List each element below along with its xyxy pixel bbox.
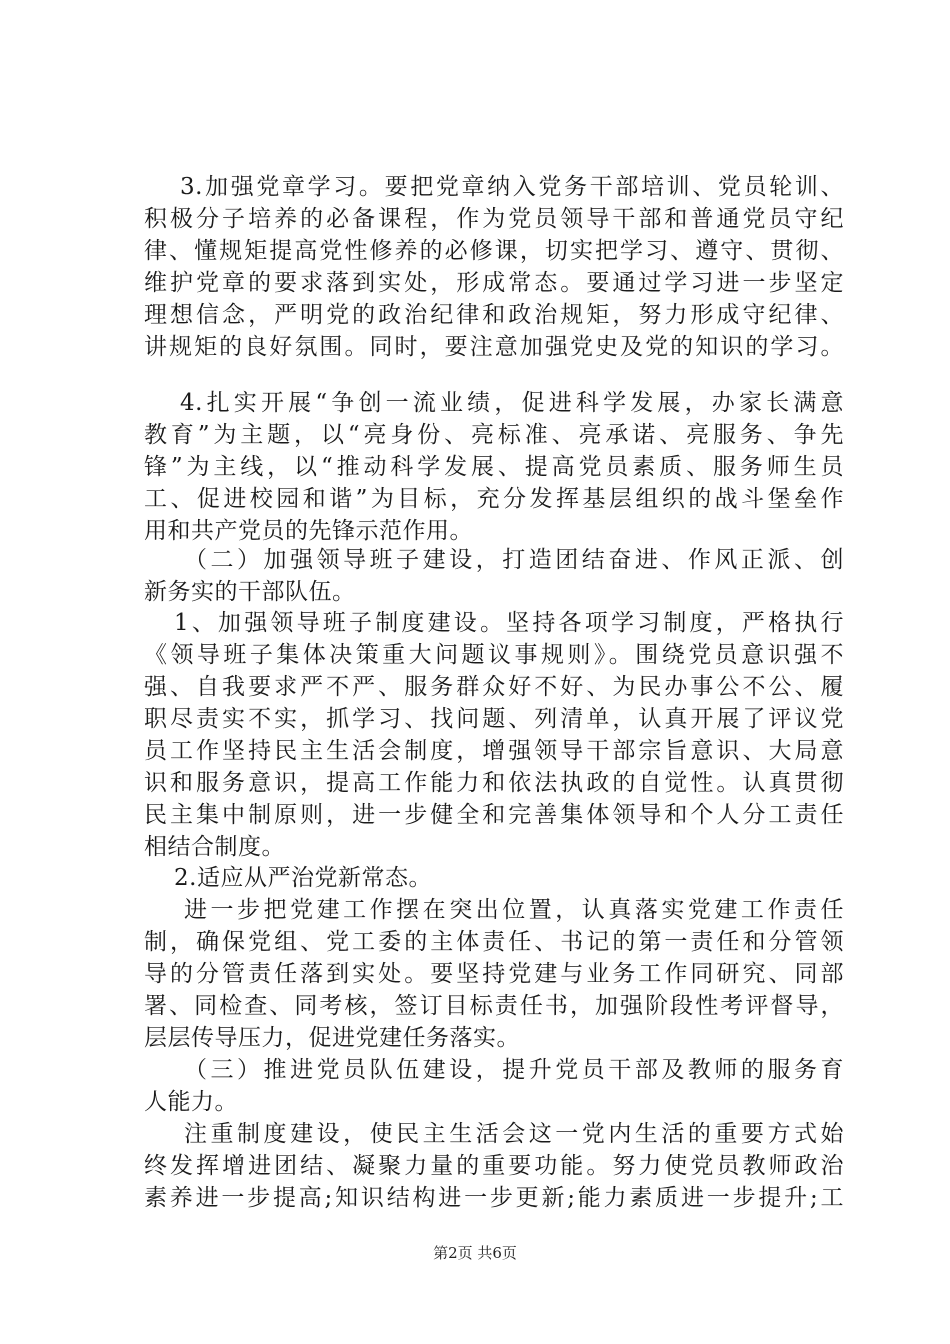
text-line: 用和共产党员的先锋示范作用。 bbox=[144, 518, 473, 544]
text-line: 1、加强领导班子制度建设。坚持各项学习制度，严格执行 bbox=[174, 610, 844, 636]
text-line: 理想信念，严明党的政治纪律和政治规矩，努力形成守纪律、 bbox=[144, 302, 844, 328]
text-line: 注重制度建设，使民主生活会这一党内生活的重要方式始 bbox=[184, 1121, 844, 1147]
text-line: 强、自我要求严不严、服务群众好不好、为民办事公不公、履 bbox=[144, 674, 844, 700]
text-line: 积极分子培养的必备课程，作为党员领导干部和普通党员守纪 bbox=[144, 206, 844, 232]
text-line: 进一步把党建工作摆在突出位置，认真落实党建工作责任 bbox=[184, 897, 844, 923]
text-line: 署、同检查、同考核，签订目标责任书，加强阶段性考评督导， bbox=[144, 993, 844, 1019]
text-line: 导的分管责任落到实处。要坚持党建与业务工作同研究、同部 bbox=[144, 961, 844, 987]
text-line: （三）推进党员队伍建设，提升党员干部及教师的服务育 bbox=[184, 1057, 844, 1083]
text-line: 4.扎实开展“争创一流业绩，促进科学发展，办家长满意 bbox=[180, 390, 844, 416]
text-line: 《领导班子集体决策重大问题议事规则》。围绕党员意识强不 bbox=[144, 642, 844, 668]
text-line: 新务实的干部队伍。 bbox=[144, 579, 356, 605]
text-line: 维护党章的要求落到实处，形成常态。要通过学习进一步坚定 bbox=[144, 270, 844, 296]
text-line: 制，确保党组、党工委的主体责任、书记的第一责任和分管领 bbox=[144, 929, 844, 955]
text-line: 讲规矩的良好氛围。同时，要注意加强党史及党的知识的学习。 bbox=[144, 334, 844, 360]
text-line: 民主集中制原则，进一步健全和完善集体领导和个人分工责任 bbox=[144, 802, 844, 828]
text-line: 终发挥增进团结、凝聚力量的重要功能。努力使党员教师政治 bbox=[144, 1153, 844, 1179]
text-line: 识和服务意识，提高工作能力和依法执政的自觉性。认真贯彻 bbox=[144, 770, 844, 796]
text-line: 层层传导压力，促进党建任务落实。 bbox=[144, 1025, 520, 1051]
text-line: 律、懂规矩提高党性修养的必修课，切实把学习、遵守、贯彻、 bbox=[144, 238, 844, 264]
text-line: 2.适应从严治党新常态。 bbox=[174, 865, 432, 891]
text-line: 教育”为主题，以“亮身份、亮标准、亮承诺、亮服务、争先 bbox=[144, 422, 844, 448]
text-line: 职尽责实不实，抓学习、找问题、列清单，认真开展了评议党 bbox=[144, 706, 844, 732]
page-footer: 第2页 共6页 bbox=[433, 1244, 517, 1262]
text-line: 素养进一步提高;知识结构进一步更新;能力素质进一步提升;工 bbox=[144, 1185, 844, 1211]
text-line: 锋”为主线，以“推动科学发展、提高党员素质、服务师生员 bbox=[144, 454, 844, 480]
text-line: 员工作坚持民主生活会制度，增强领导干部宗旨意识、大局意 bbox=[144, 738, 844, 764]
text-line: 3.加强党章学习。要把党章纳入党务干部培训、党员轮训、 bbox=[180, 174, 844, 200]
text-line: 相结合制度。 bbox=[144, 834, 285, 860]
text-line: 工、促进校园和谐”为目标，充分发挥基层组织的战斗堡垒作 bbox=[144, 486, 844, 512]
text-line: 人能力。 bbox=[144, 1089, 238, 1115]
text-line: （二）加强领导班子建设，打造团结奋进、作风正派、创 bbox=[184, 547, 844, 573]
